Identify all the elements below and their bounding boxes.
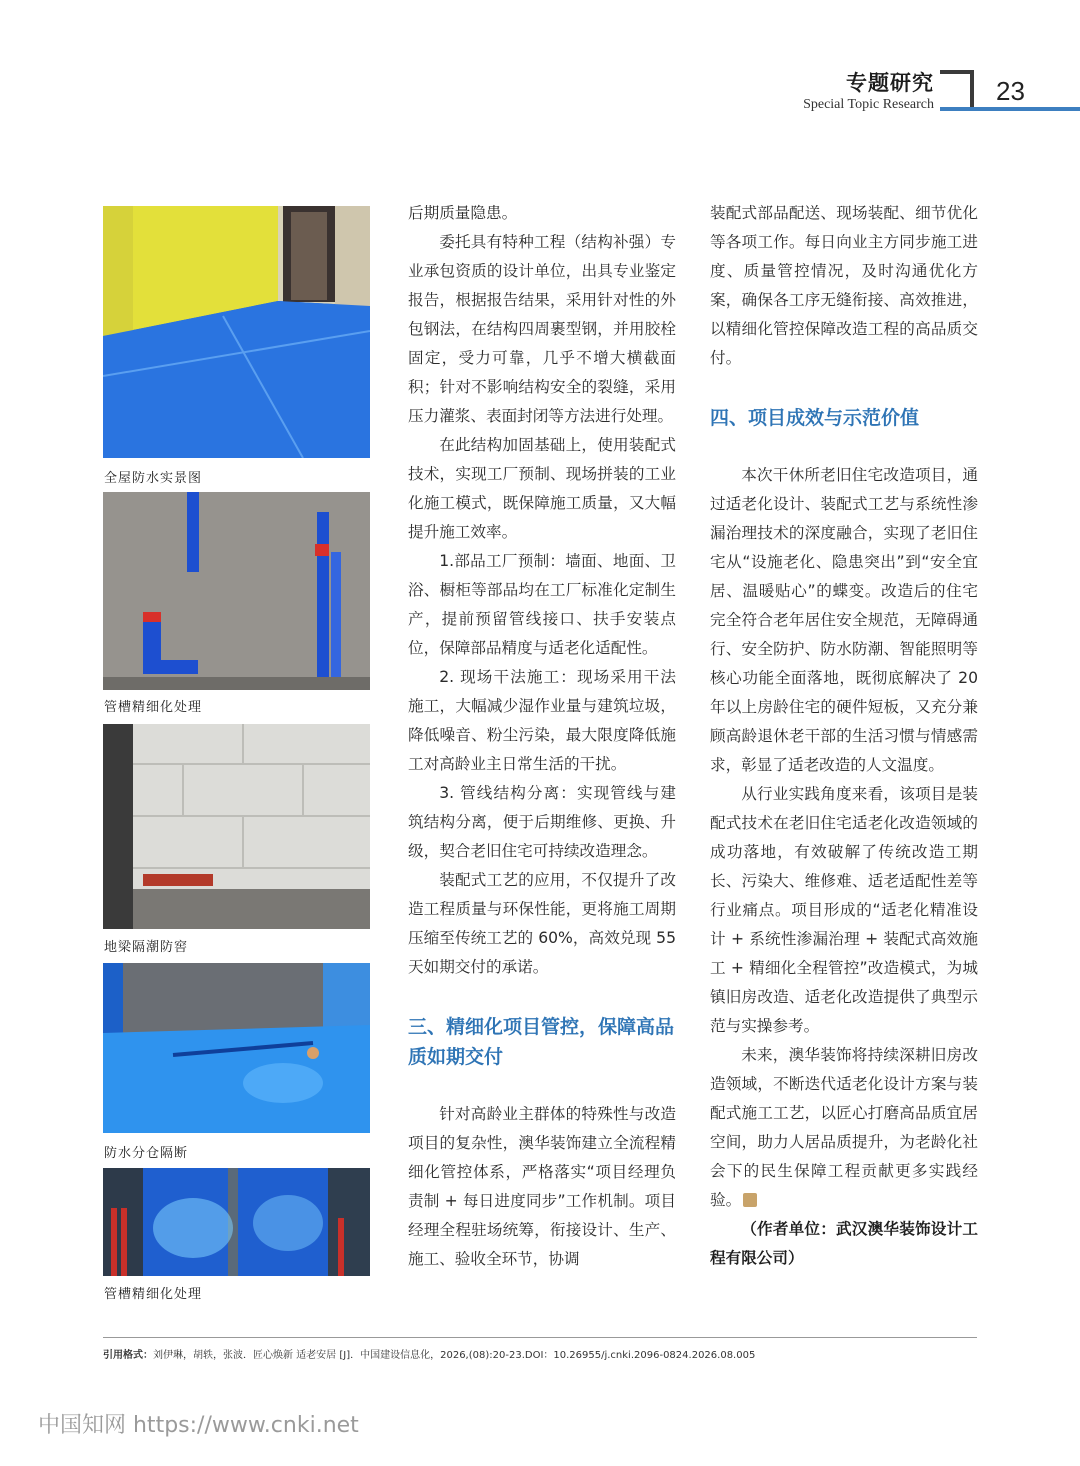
citation	[103, 1346, 755, 1361]
figure-caption: 全屋防水实景图	[104, 471, 203, 486]
paragraph: 从行业实践角度来看，该项目是装配式技术在老旧住宅适老化改造领域的成功落地，有效破解了传统改造工期长、污染大、维修难、适老适配性差等行业痛点。项目形成的“适老化精准设计 + 系统性渗漏治理 + 装配式高效施工 + 精细化全程管控”改造模式，为城镇旧房改造、适老化改造提供了典型示范与实操参考。	[710, 785, 978, 1035]
figure-caption: 管槽精细化处理	[104, 1287, 203, 1302]
figure-caption: 地梁隔潮防窖	[104, 940, 189, 955]
paragraph	[710, 1041, 978, 1215]
paragraph: 在此结构加固基础上，使用装配式技术，实现工厂预制、现场拼装的工业化施工模式，既保障施工质量，又大幅提升施工效率。	[408, 436, 676, 541]
photo-ground-beam-moisture-barrier	[103, 724, 370, 929]
cnki-watermark: 中国知网 https://www.cnki.net	[38, 1413, 359, 1438]
paragraph: 1.部品工厂预制：墙面、地面、卫浴、橱柜等部品均在工厂标准化定制生产，提前预留管线接口、扶手安装点位，保障部品精度与适老化适配性。	[408, 552, 676, 657]
figure-caption: 管槽精细化处理	[104, 700, 203, 715]
header-bracket-decoration	[940, 70, 974, 110]
citation-label: 引用格式：	[103, 1350, 153, 1361]
photo-waterproof-compartment	[103, 963, 370, 1133]
photo-pipe-groove-treatment-2	[103, 1168, 370, 1276]
header-accent-line	[940, 107, 1080, 111]
photo-pipe-groove-treatment	[103, 492, 370, 690]
paragraph: 本次干休所老旧住宅改造项目，通过适老化设计、装配式工艺与系统性渗漏治理技术的深度融合，实现了老旧住宅从“设施老化、隐患突出”到“安全宜居、温暖贴心”的蝶变。改造后的住宅完全符合老年居住安全规范，无障碍通行、安全防护、防水防潮、智能照明等核心功能全面落地，既彻底解决了 20 年以上房龄住宅的硬件短板，又充分兼顾高龄退休老干部的生活习惯与情感需求，彰显了适老改造的人文温度。	[710, 466, 978, 774]
article-column-middle	[408, 199, 676, 1274]
page-number: 23	[996, 76, 1025, 106]
figure-caption: 防水分仓隔断	[104, 1146, 189, 1161]
citation-text: 刘伊琳，胡轶，张波．匠心焕新 适老安居 [J]．中国建设信息化，2026,(08):20-23.DOI：10.26955/j.cnki.2096-0824.2026.08.005	[153, 1350, 756, 1361]
photo-full-room-waterproofing	[103, 206, 370, 458]
paragraph: 2. 现场干法施工：现场采用干法施工，大幅减少湿作业量与建筑垃圾，降低噪音、粉尘污染，最大限度降低施工对高龄业主日常生活的干扰。	[408, 668, 676, 773]
footer-rule	[103, 1337, 977, 1338]
section-heading-4: 四、项目成效与示范价值	[710, 407, 920, 429]
author-affiliation: （作者单位：武汉澳华装饰设计工程有限公司）	[710, 1220, 978, 1267]
paragraph: 3. 管线结构分离：实现管线与建筑结构分离，便于后期维修、更换、升级，契合老旧住宅可持续改造理念。	[408, 784, 676, 860]
paragraph-text: 未来，澳华装饰将持续深耕旧房改造领域，不断迭代适老化设计方案与装配式施工工艺，以匠心打磨高品质宜居空间，助力人居品质提升，为老龄化社会下的民生保障工程贡献更多实践经验。	[710, 1046, 978, 1209]
paragraph: 委托具有特种工程（结构补强）专业承包资质的设计单位，出具专业鉴定报告，根据报告结果，采用针对性的外包钢法，在结构四周裹型钢，并用胶栓固定，受力可靠，几乎不增大横截面积；针对不影响结构安全的裂缝，采用压力灌浆、表面封闭等方法进行处理。	[408, 233, 676, 425]
end-seal-icon	[743, 1193, 757, 1207]
paragraph: 装配式工艺的应用，不仅提升了改造工程质量与环保性能，更将施工周期压缩至传统工艺的 60%，高效兑现 55 天如期交付的承诺。	[408, 871, 676, 976]
section-heading-3: 三、精细化项目管控，保障高品质如期交付	[408, 1016, 675, 1068]
paragraph: 后期质量隐患。	[408, 204, 518, 222]
paragraph: 针对高龄业主群体的特殊性与改造项目的复杂性，澳华装饰建立全流程精细化管控体系，严格落实“项目经理负责制 + 每日进度同步”工作机制。项目经理全程驻场统筹，衔接设计、生产、施工、验收全环节，协调	[408, 1105, 676, 1268]
paragraph: 装配式部品配送、现场装配、细节优化等各项工作。每日向业主方同步施工进度、质量管控情况，及时沟通优化方案，确保各工序无缝衔接、高效推进，以精细化管控保障改造工程的高品质交付。	[710, 204, 978, 367]
article-column-right	[710, 199, 978, 1273]
section-title: 专题研究	[846, 71, 934, 95]
section-title-english: Special Topic Research	[803, 97, 934, 112]
